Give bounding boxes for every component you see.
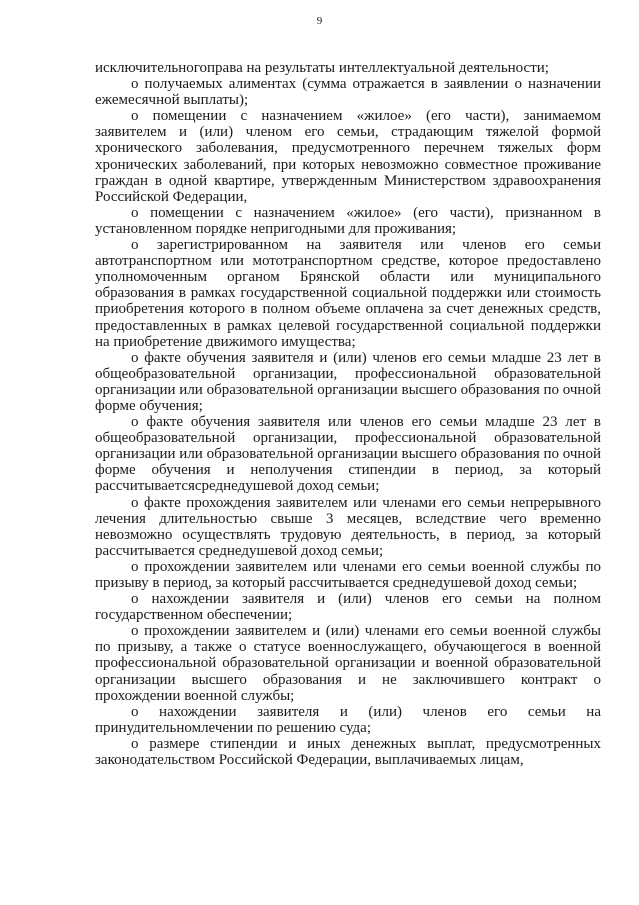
- page-number: 9: [316, 15, 323, 27]
- paragraph-4: о помещении с назначением «жилое» (его части), признанном в установленном порядке непригодными для проживания;: [95, 204, 601, 237]
- paragraph-9: о прохождении заявителем или членами его семьи военной службы по призыву в период, за который рассчитывается среднедушевой доход семьи;: [95, 558, 601, 591]
- paragraph-3: о помещении с назначением «жилое» (его части), занимаемом заявителем и (или) членом его семьи, страдающим тяжелой формой хронического заболевания, предусмотренного перечнем тяжелых форм хронических заболеваний, при которых невозможно совместное проживание граждан в одной квартире, утвержденным Министерством здравоохранения Российской Федерации,: [95, 108, 601, 205]
- paragraph-13: о размере стипендии и иных денежных выплат, предусмотренных законодательством Российской Федерации, выплачиваемых лицам,: [95, 735, 601, 769]
- paragraph-7: о факте обучения заявителя или членов его семьи младше 23 лет в общеобразовательной организации, профессиональной образовательной организации или образовательной организации высшего образования по очной форме обучения и неполучения стипендии в период, за который рассчитываетсясреднедушевой доход семьи;: [95, 414, 601, 495]
- paragraph-8: о факте прохождения заявителем или членами его семьи непрерывного лечения длительностью свыше 3 месяцев, вследствие чего временно невозможно осуществлять трудовую деятельность, в период, за который рассчитывается среднедушевой доход семьи;: [95, 494, 601, 559]
- paragraph-12: о нахождении заявителя и (или) членов его семьи на принудительномлечении по решению суда;: [95, 703, 601, 736]
- document-body: [95, 60, 601, 768]
- paragraph-6: о факте обучения заявителя и (или) членов его семьи младше 23 лет в общеобразовательной организации, профессиональной образовательной организации или образовательной организации высшего образования по очной форме обучения;: [95, 349, 601, 414]
- paragraph-1: исключительногоправа на результаты интеллектуальной деятельности;: [95, 60, 549, 76]
- paragraph-5: о зарегистрированном на заявителя или членов его семьи автотранспортном или мототранспортном средстве, которое предоставлено уполномоченным органом Брянской области или муниципального образования в рамках государственной социальной поддержки или стоимость приобретения которого в полном объеме оплачена за счет денежных средств, предоставленных в рамках целевой государственной социальной поддержки на приобретение движимого имущества;: [95, 237, 601, 350]
- paragraph-11: о прохождении заявителем и (или) членами его семьи военной службы по призыву, а также о статусе военнослужащего, обучающегося в военной профессиональной образовательной организации и военной образовательной организации высшего образования и не заключившего контракт о прохождении военной службы;: [95, 623, 601, 704]
- paragraph-2: о получаемых алиментах (сумма отражается в заявлении о назначении ежемесячной выплаты);: [95, 76, 601, 109]
- paragraph-10: о нахождении заявителя и (или) членов его семьи на полном государственном обеспечении;: [95, 591, 601, 624]
